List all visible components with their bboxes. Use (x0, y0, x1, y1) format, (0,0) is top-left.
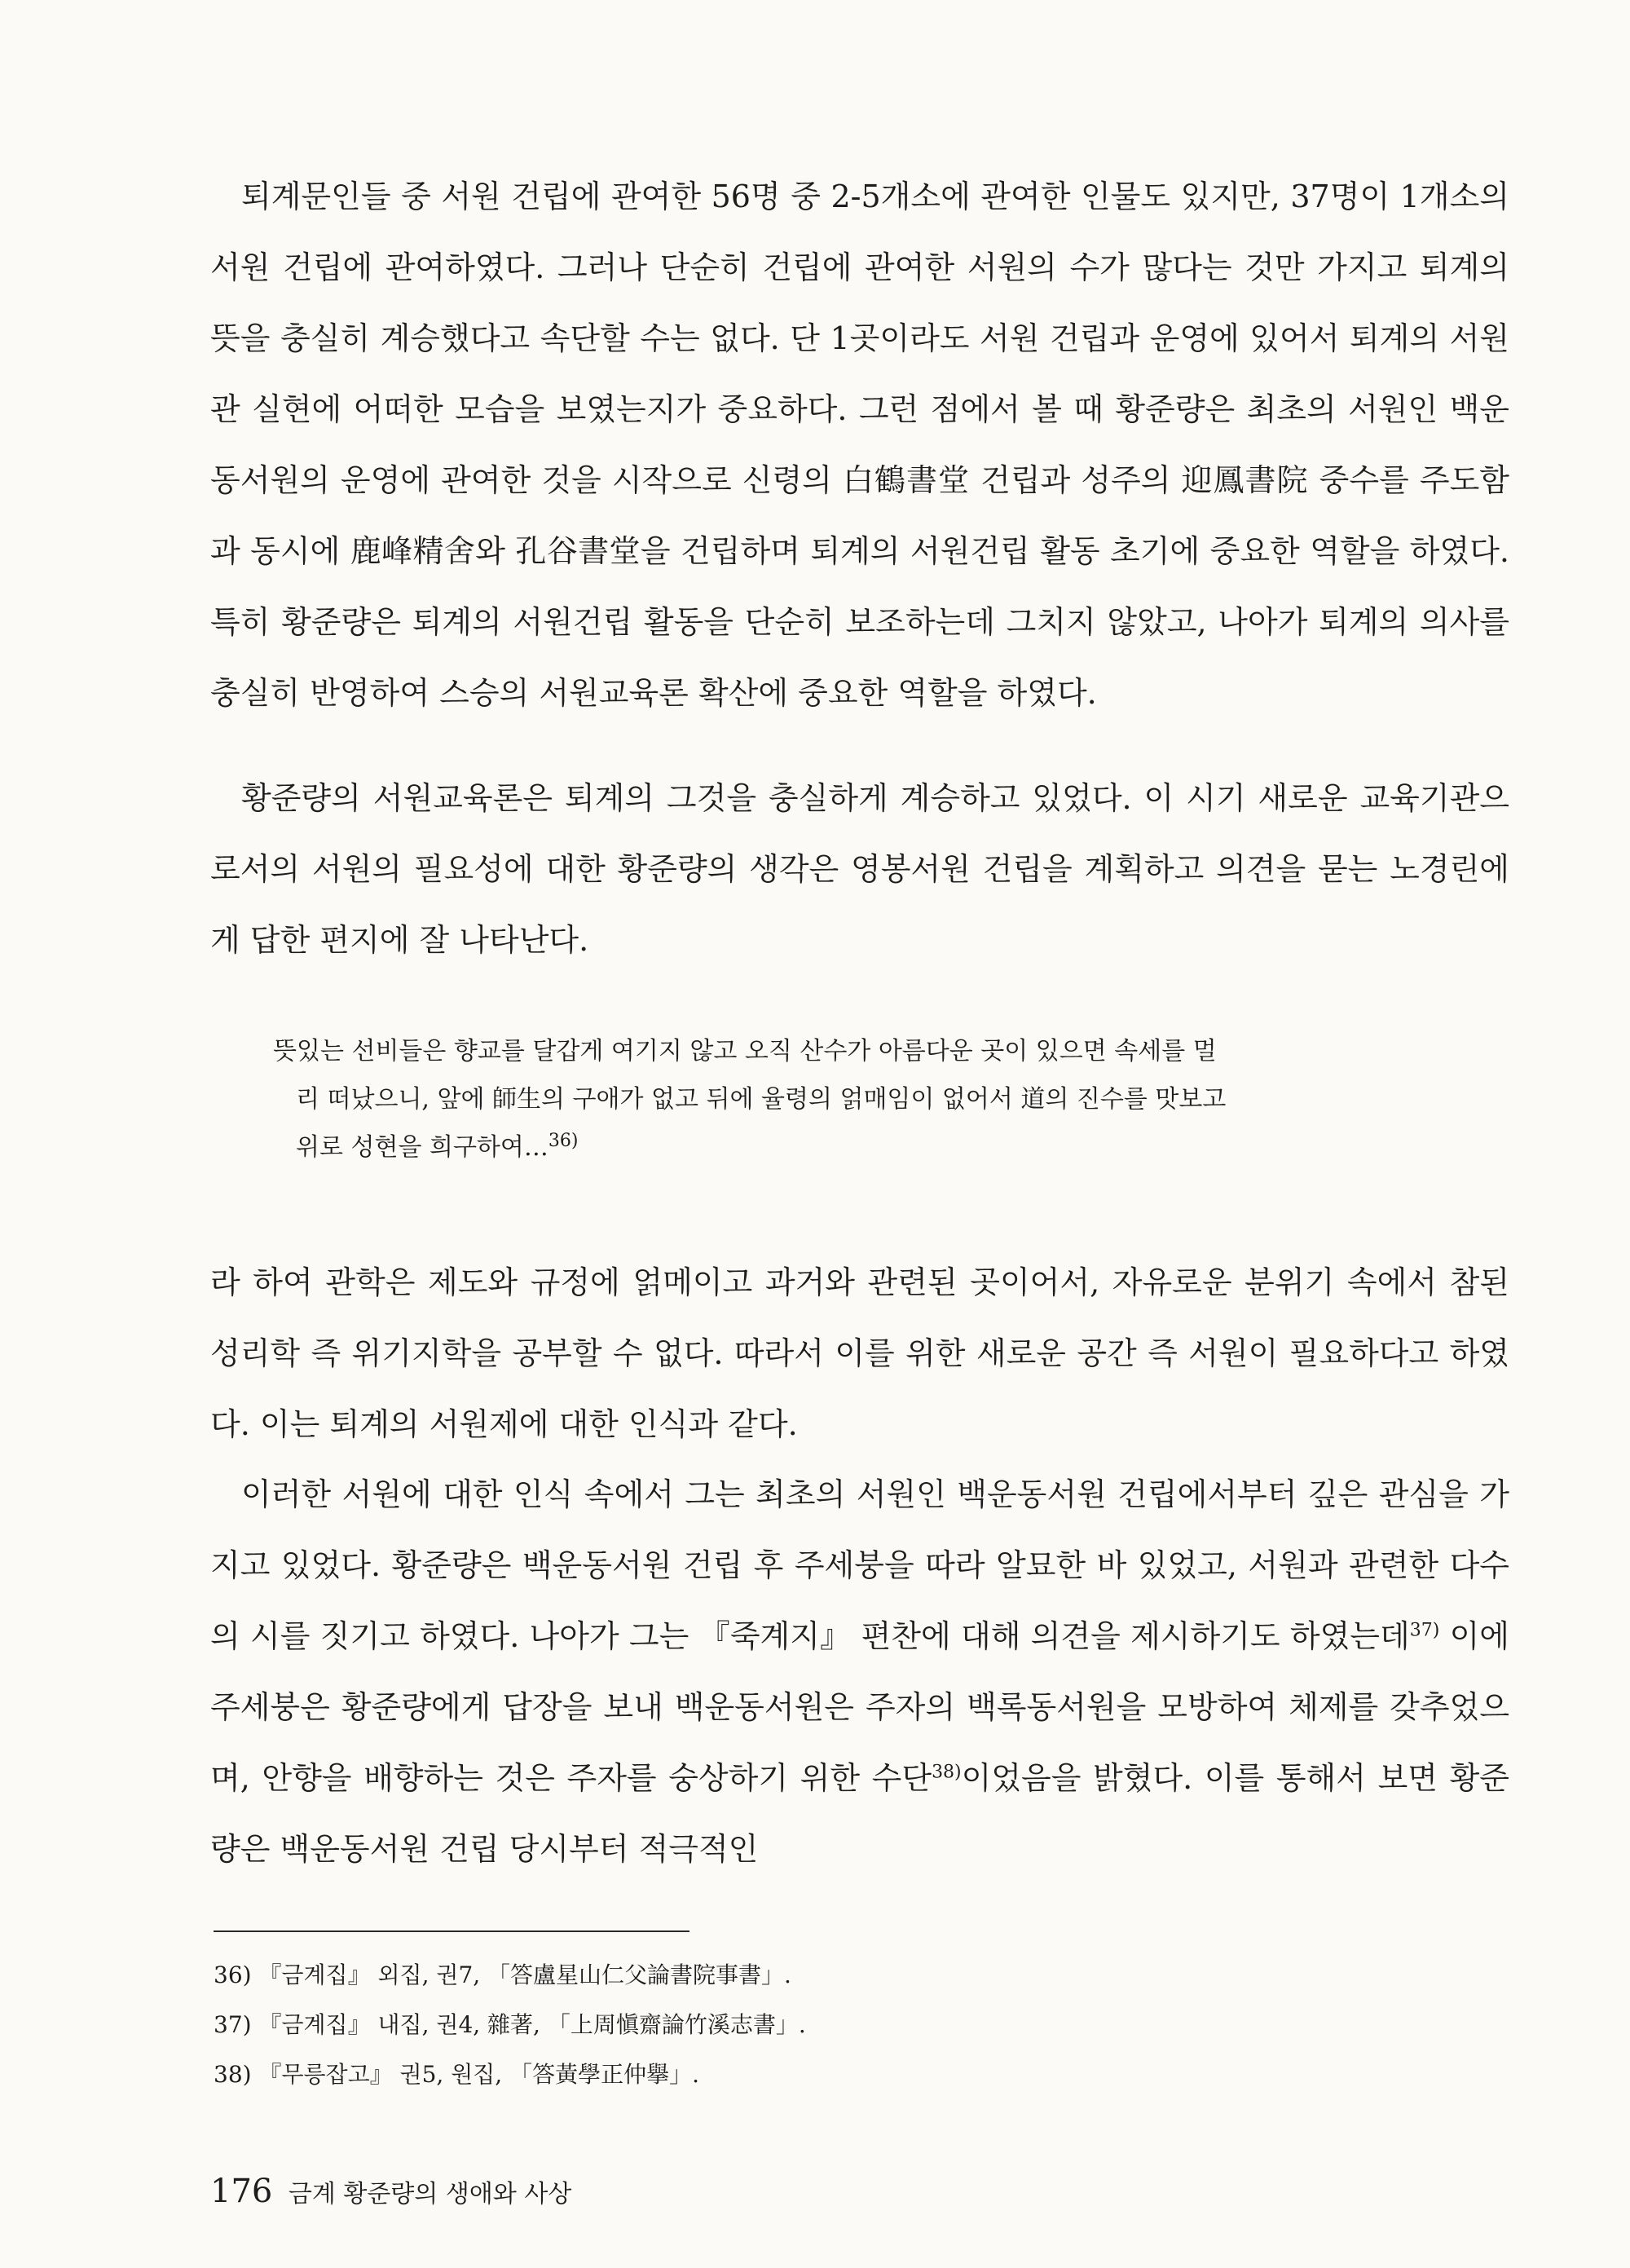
footnote-ref-37: 37) (1409, 1620, 1440, 1641)
paragraph-2 (210, 763, 1509, 976)
quote-line-2: 리 떠났으니, 앞에 師生의 구애가 없고 뒤에 율령의 얽매임이 없어서 道의 진수를 맛보고 (296, 1085, 1227, 1114)
footnote-ref-36: 36) (548, 1131, 579, 1151)
quote-line-3-text: 위로 성현을 희구하여… (296, 1133, 548, 1162)
page-footer (210, 2175, 571, 2211)
quote-line-1: 뜻있는 선비들은 향교를 달갑게 여기지 않고 오직 산수가 아름다운 곳이 있으면 속세를 멀 (273, 1037, 1217, 1066)
footnote-36: 36) 『금계집』 외집, 권7, 「答盧星山仁父論書院事書」. (214, 1961, 791, 1988)
paragraph-4-text-b: 이에 주세붕은 황준량에게 답장을 보내 백운동서원은 주자의 백록동서원을 모방하여 체제를 갖추었으며, 안향을 배향하는 것은 주자를 숭상하기 위한 수단 (210, 1618, 1510, 1796)
footnote-37: 37) 『금계집』 내집, 권4, 雜著, 「上周愼齋論竹溪志書」. (214, 2011, 806, 2038)
footnote-divider (214, 1930, 689, 1932)
paragraph-3-text: 라 하여 관학은 제도와 규정에 얽메이고 과거와 관련된 곳이어서, 자유로운 분위기 속에서 참된 성리학 즉 위기지학을 공부할 수 없다. 따라서 이를 위한 새로운 공간 즉 서원이 필요하다고 하였다. 이는 퇴계의 서원제에 대한 인식과 같다. (210, 1264, 1509, 1442)
quote-line-3 (273, 1123, 1471, 1172)
footnotes (214, 1950, 1436, 2099)
paragraph-4-text-c: 이었음을 밝혔다. 이를 통해서 보면 황준량은 백운동서원 건립 당시부터 적극적인 (210, 1760, 1509, 1867)
paragraph-4 (210, 1459, 1509, 1885)
page-number: 176 (210, 2173, 273, 2210)
footnote-ref-38: 38) (932, 1762, 962, 1783)
paragraph-2-text: 황준량의 서원교육론은 퇴계의 그것을 충실하게 계승하고 있었다. 이 시기 새로운 교육기관으로서의 서원의 필요성에 대한 황준량의 생각은 영봉서원 건립을 계획하고 의견을 묻는 노경린에게 답한 편지에 잘 나타난다. (210, 780, 1509, 958)
block-quote (273, 1027, 1471, 1172)
paragraph-3 (210, 1247, 1509, 1460)
paragraph-1 (210, 161, 1509, 729)
paragraph-4-text-a: 이러한 서원에 대한 인식 속에서 그는 최초의 서원인 백운동서원 건립에서부터 깊은 관심을 가지고 있었다. 황준량은 백운동서원 건립 후 주세붕을 따라 알묘한 바 있었고, 서원과 관련한 다수의 시를 짓기고 하였다. 나아가 그는 『죽계지』 편찬에 대해 의견을 제시하기도 하였는데 (210, 1476, 1509, 1654)
running-title: 금계 황준량의 생애와 사상 (288, 2180, 572, 2208)
paragraph-1-text: 퇴계문인들 중 서원 건립에 관여한 56명 중 2-5개소에 관여한 인물도 있지만, 37명이 1개소의 서원 건립에 관여하였다. 그러나 단순히 건립에 관여한 서원의 수가 많다는 것만 가지고 퇴계의 뜻을 충실히 계승했다고 속단할 수는 없다. 단 1곳이라도 서원 건립과 운영에 있어서 퇴계의 서원관 실현에 어떠한 모습을 보였는지가 중요하다. 그런 점에서 볼 때 황준량은 최초의 서원인 백운동서원의 운영에 관여한 것을 시작으로 신령의 白鶴書堂 건립과 성주의 迎鳳書院 중수를 주도함과 동시에 鹿峰精舍와 孔谷書堂을 건립하며 퇴계의 서원건립 활동 초기에 중요한 역할을 하였다. 특히 황준량은 퇴계의 서원건립 활동을 단순히 보조하는데 그치지 않았고, 나아가 퇴계의 의사를 충실히 반영하여 스승의 서원교육론 확산에 중요한 역할을 하였다. (210, 179, 1509, 711)
footnote-38: 38) 『무릉잡고』 권5, 원집, 「答黃學正仲擧」. (214, 2061, 700, 2088)
